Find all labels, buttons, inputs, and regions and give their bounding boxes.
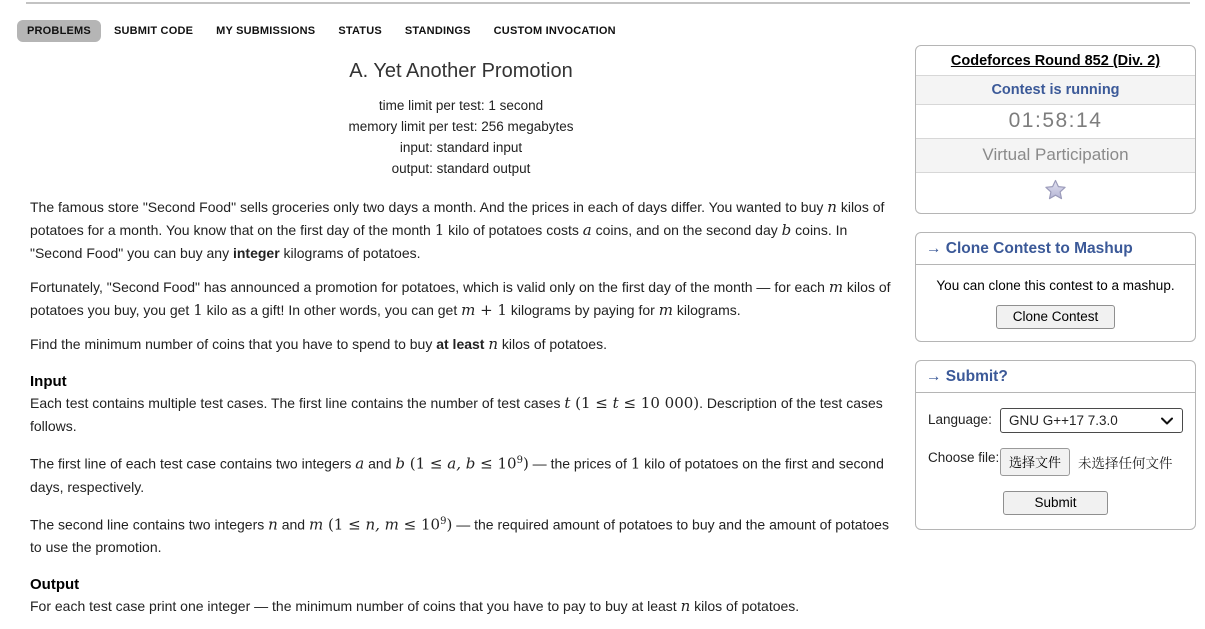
choose-file-label: Choose file:: [928, 450, 1000, 465]
clone-box-body: [916, 265, 1195, 341]
language-row: [928, 408, 1183, 433]
problem-title: A. Yet Another Promotion: [349, 60, 573, 82]
contest-info-box: [915, 45, 1196, 214]
submit-box: [915, 360, 1196, 530]
chevron-down-icon: [1161, 413, 1173, 428]
clone-contest-button[interactable]: Clone Contest: [996, 305, 1116, 329]
submit-form: [916, 393, 1195, 529]
memory-limit: memory limit per test: 256 megabytes: [348, 119, 574, 134]
top-divider: [26, 2, 1190, 4]
file-status-text: 未选择任何文件: [1078, 456, 1173, 471]
submit-button[interactable]: Submit: [1003, 491, 1107, 515]
statement-paragraph: Fortunately, "Second Food" has announced a promotion for potatoes, which is valid only on the first day of the month — for each m kilos of potatoes you buy, you get 1 kilo as a gift! In other words, you can get m + 1 kilograms by paying for m kilograms.: [30, 278, 891, 319]
clone-text: You can clone this contest to a mashup.: [936, 278, 1175, 293]
tab-my-submissions[interactable]: MY SUBMISSIONS: [216, 25, 316, 37]
submit-row: [928, 489, 1183, 515]
submit-box-title: → Submit?: [916, 361, 1195, 393]
contest-title-row: [916, 46, 1195, 75]
section-title-output: Output: [30, 576, 80, 594]
problem-limits: [30, 95, 892, 179]
contest-status: Contest is running: [916, 75, 1195, 104]
clone-contest-box: [915, 232, 1196, 342]
contest-link[interactable]: Codeforces Round 852 (Div. 2): [950, 53, 1161, 69]
tab-standings[interactable]: STANDINGS: [404, 25, 471, 37]
statement-paragraph: The famous store "Second Food" sells groceries only two days a month. And the prices in each of days differ. You wanted to buy n kilos of potatoes for a month. You know that on the first day of the month 1 kilo of potatoes costs a coins, and on the second day b coins. In "Second Food" you can buy any integer kilograms of potatoes.: [30, 198, 885, 261]
star-row: [916, 172, 1195, 213]
contest-nav-tabs: [17, 20, 626, 42]
language-selected-value: GNU G++17 7.3.0: [1009, 413, 1118, 428]
statement-paragraph: Find the minimum number of coins that you have to spend to buy at least n kilos of potatoes.: [30, 335, 607, 353]
section-title-input: Input: [30, 373, 67, 390]
browse-file-button[interactable]: 选择文件: [1000, 448, 1070, 476]
statement-body: [30, 196, 892, 618]
participation-mode: Virtual Participation: [916, 138, 1195, 172]
statement-paragraph: Each test contains multiple test cases. The first line contains the number of test cases t (1 ≤ t ≤ 10 000). Description of the test cases follows.: [30, 394, 883, 434]
statement-paragraph: The second line contains two integers n and m (1 ≤ n, $m \le 10^9$) — the required amount of potatoes to buy and the amount of potatoes to use the promotion.: [30, 515, 889, 556]
output-spec: output: standard output: [391, 161, 531, 176]
tab-status[interactable]: STATUS: [338, 25, 382, 37]
language-label: Language:: [928, 412, 992, 427]
time-limit: time limit per test: 1 second: [378, 98, 544, 113]
tab-submit-code[interactable]: SUBMIT CODE: [113, 25, 194, 37]
input-spec: input: standard input: [399, 140, 523, 155]
problem-statement: [30, 60, 892, 629]
tab-problems[interactable]: PROBLEMS: [17, 20, 101, 42]
statement-paragraph: For each test case print one integer — the minimum number of coins that you have to pay to buy at least n kilos of potatoes.: [30, 597, 800, 616]
sidebar: [915, 45, 1196, 548]
contest-timer: 01:58:14: [916, 104, 1195, 138]
tab-custom-invocation[interactable]: CUSTOM INVOCATION: [493, 25, 616, 37]
file-row: [928, 446, 1183, 476]
clone-box-title: → Clone Contest to Mashup: [916, 233, 1195, 265]
star-icon[interactable]: [1043, 189, 1068, 206]
statement-paragraph: The first line of each test case contains two integers a and b (1 ≤ a, $b \le 10^9$) — the prices of 1 kilo of potatoes on the first and second days, respectively.: [30, 454, 884, 495]
language-select[interactable]: [1000, 408, 1183, 433]
file-input[interactable]: [1000, 446, 1173, 476]
